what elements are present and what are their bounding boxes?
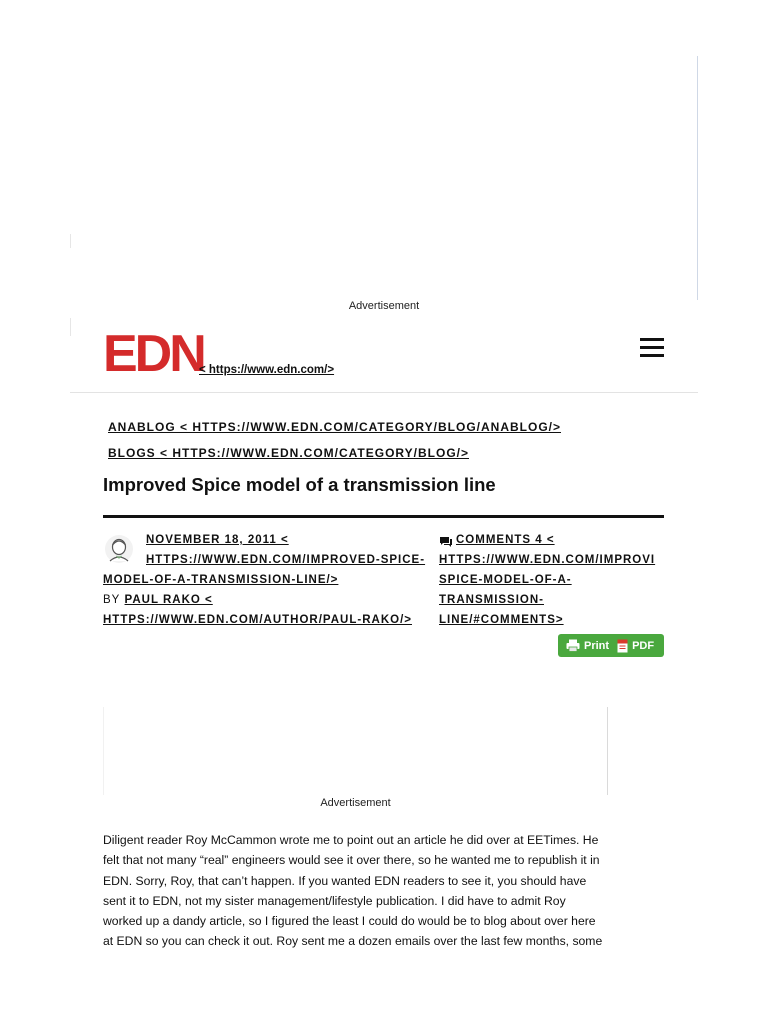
mid-ad-frame [103,707,608,795]
date-url[interactable] [146,554,425,566]
comments-icon [439,536,453,548]
article-paragraph: Diligent reader Roy McCammon wrote me to point out an article he did over at EETimes. He felt that not many “real” engineers would see it over there, so he wanted me to republish it in EDN. Sorry, Roy, that can’t happen. If you wanted EDN readers to see it, you should have sent it to EDN, not my sister management/lifestyle publication. I did have to admit Roy worked up a dandy article, so I figured the least I could do would be to blog about over here at EDN so you can check it out. Roy sent me a dozen emails over the last few months, some [103,833,603,949]
hamburger-menu-icon[interactable] [640,338,664,358]
by-label: BY [103,594,121,606]
mid-ad-label: Advertisement [320,797,391,809]
date-url-line[interactable]: HTTPS://WWW.EDN.COM/IMPROVED-SPICE- [146,554,426,566]
comments-url-line[interactable]: LINE/#COMMENTS> [439,614,564,626]
comments-link[interactable] [456,534,555,546]
ad-frame-border [607,707,608,795]
author-link[interactable]: PAUL RAKO < [124,594,213,606]
pdf-icon [617,639,628,653]
top-ad-frame [70,56,698,300]
date-link[interactable] [146,534,289,546]
comments-url-cont[interactable] [439,574,572,586]
author-avatar-icon [104,534,134,564]
category-link-blogs[interactable]: BLOGS < HTTPS://WWW.EDN.COM/CATEGORY/BLOG/> [108,446,469,460]
print-pdf-button[interactable] [558,634,664,657]
title-divider [103,515,664,518]
category-link-anablog[interactable]: ANABLOG < HTTPS://WWW.EDN.COM/CATEGORY/BLOG/ANABLOG/> [108,420,561,434]
comments-url-cont[interactable] [439,614,564,626]
author-url[interactable] [103,614,412,626]
comments-url-line[interactable]: HTTPS://WWW.EDN.COM/IMPROVI [439,554,656,566]
date-url-cont[interactable] [103,574,338,586]
pdf-label: PDF [632,639,655,652]
date-line[interactable]: NOVEMBER 18, 2011 < [146,534,289,546]
author-url-line[interactable]: HTTPS://WWW.EDN.COM/AUTHOR/PAUL-RAKO/> [103,614,412,626]
printer-icon [566,639,580,652]
ad-frame-border [697,56,698,300]
author-byline [103,594,213,606]
edn-logo[interactable]: EDN [103,325,204,383]
comments-url[interactable] [439,554,664,566]
article-title: Improved Spice model of a transmission line [103,474,496,495]
top-ad-label: Advertisement [348,300,420,312]
comments-url-line[interactable]: SPICE-MODEL-OF-A- [439,574,572,586]
comments-line[interactable]: COMMENTS 4 < [456,534,555,546]
comments-url-line[interactable]: TRANSMISSION- [439,594,544,606]
comments-url-cont[interactable] [439,594,544,606]
ad-frame-mark [70,234,71,248]
date-url-line[interactable]: MODEL-OF-A-TRANSMISSION-LINE/> [103,574,339,586]
site-header [70,322,698,393]
ad-frame-border [103,707,104,795]
print-label: Print [584,639,610,652]
home-link[interactable]: < https://www.edn.com/> [199,364,335,376]
